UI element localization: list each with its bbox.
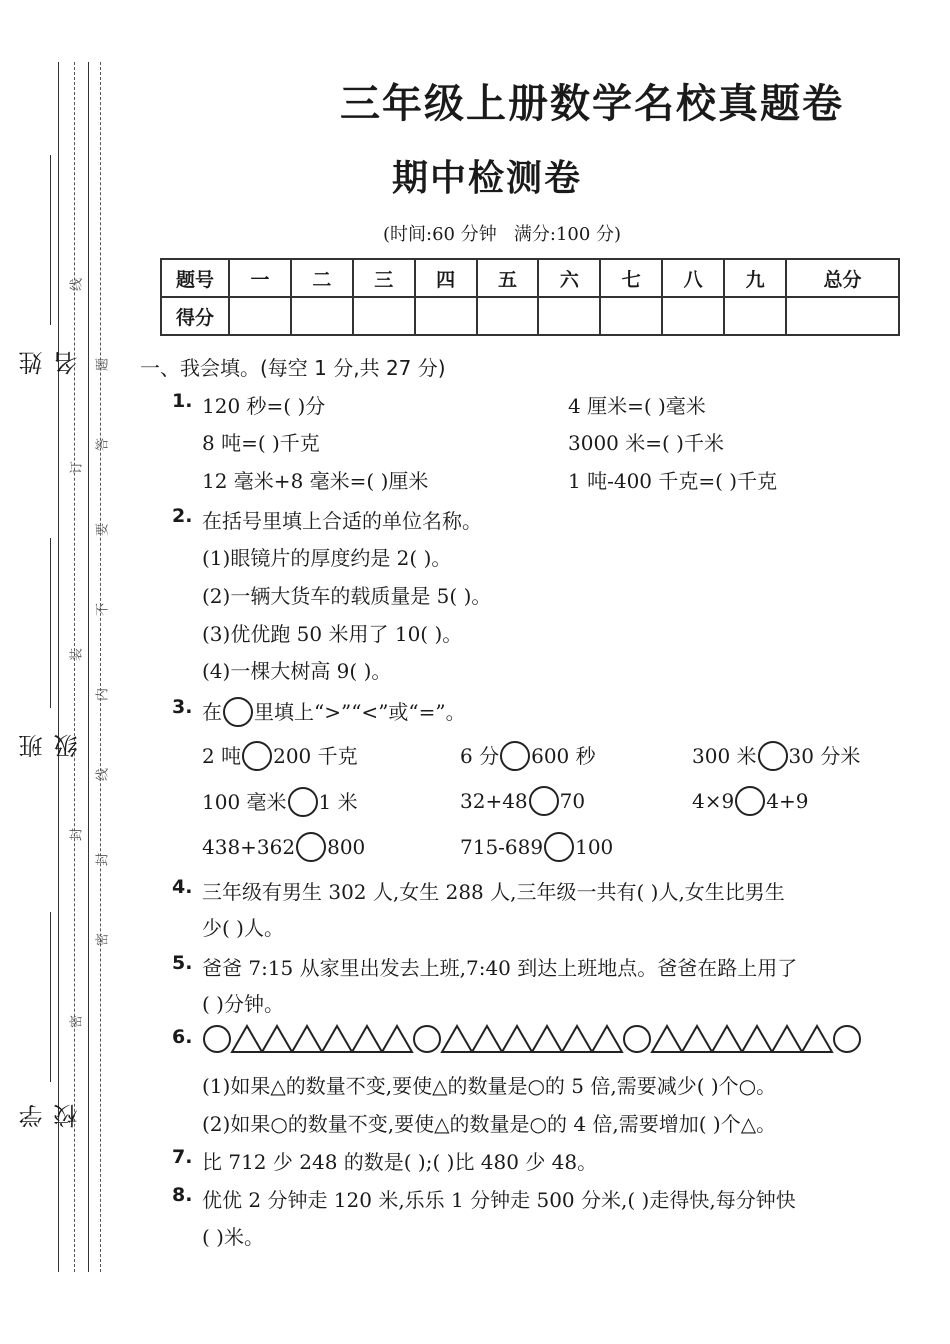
compare-right: 1 米 bbox=[318, 790, 358, 814]
q2-sub: (2)一辆大货车的载质量是 5( )。 bbox=[202, 584, 492, 608]
q3-compare bbox=[460, 832, 613, 862]
shape-triangle bbox=[232, 1026, 262, 1052]
shape-triangle bbox=[802, 1026, 832, 1052]
score-cell[interactable] bbox=[786, 297, 899, 335]
score-col: 九 bbox=[724, 259, 786, 297]
score-row-label: 得分 bbox=[161, 297, 229, 335]
score-header-label: 题号 bbox=[161, 259, 229, 297]
q5-text: 爸爸 7:15 从家里出发去上班,7:40 到达上班地点。爸爸在路上用了 bbox=[202, 956, 798, 980]
q1-item: 12 毫米+8 毫米=( )厘米 bbox=[202, 469, 429, 493]
answer-circle[interactable] bbox=[544, 832, 574, 862]
score-col: 三 bbox=[353, 259, 415, 297]
shape-triangle bbox=[532, 1026, 562, 1052]
shape-triangle bbox=[772, 1026, 802, 1052]
seal-char: 封 bbox=[69, 828, 85, 842]
class-blank[interactable] bbox=[50, 538, 51, 708]
seal-char: 线 bbox=[69, 278, 85, 292]
score-cell[interactable] bbox=[415, 297, 477, 335]
q3-compare bbox=[202, 786, 358, 817]
seal-char: 答 bbox=[95, 438, 111, 452]
score-cell[interactable] bbox=[538, 297, 600, 335]
q1-item: 120 秒=( )分 bbox=[202, 394, 326, 418]
compare-right: 600 秒 bbox=[531, 744, 596, 768]
answer-circle[interactable] bbox=[758, 741, 788, 771]
compare-right: 70 bbox=[559, 789, 586, 813]
question-number: 1. bbox=[172, 390, 193, 412]
question-number: 8. bbox=[172, 1184, 193, 1206]
score-header-row bbox=[161, 259, 899, 297]
answer-circle[interactable] bbox=[500, 741, 530, 771]
seal-char: 密 bbox=[95, 933, 111, 947]
shape-triangle bbox=[592, 1026, 622, 1052]
q4-text: 三年级有男生 302 人,女生 288 人,三年级一共有( )人,女生比男生 bbox=[202, 880, 785, 904]
compare-left: 4×9 bbox=[692, 789, 735, 813]
q3-compare bbox=[460, 786, 585, 816]
shape-triangle bbox=[562, 1026, 592, 1052]
shape-triangle bbox=[742, 1026, 772, 1052]
q7-text: 比 712 少 248 的数是( );( )比 480 少 48。 bbox=[202, 1150, 598, 1174]
question-number: 7. bbox=[172, 1146, 193, 1168]
compare-left: 300 米 bbox=[692, 744, 757, 768]
seal-char: 要 bbox=[95, 523, 111, 537]
q1-item: 4 厘米=( )毫米 bbox=[568, 394, 706, 418]
q3-compare bbox=[692, 740, 860, 771]
compare-left: 6 分 bbox=[460, 744, 500, 768]
score-cell[interactable] bbox=[662, 297, 724, 335]
shape-sequence bbox=[202, 1022, 862, 1056]
seal-char: 封 bbox=[95, 853, 111, 867]
name-label: 姓名 bbox=[19, 347, 82, 375]
shape-triangle bbox=[322, 1026, 352, 1052]
q3-compare bbox=[692, 786, 808, 816]
shape-triangle bbox=[652, 1026, 682, 1052]
q3-compare bbox=[202, 740, 358, 771]
seal-char: 内 bbox=[95, 688, 111, 702]
compare-left: 715-689 bbox=[460, 835, 544, 859]
score-cell[interactable] bbox=[600, 297, 662, 335]
shape-triangle bbox=[292, 1026, 322, 1052]
q6-sub: (1)如果△的数量不变,要使△的数量是○的 5 倍,需要减少( )个○。 bbox=[202, 1074, 777, 1098]
school-label: 学校 bbox=[19, 1100, 82, 1128]
page-title: 三年级上册数学名校真题卷 bbox=[340, 81, 844, 127]
score-col: 六 bbox=[538, 259, 600, 297]
name-blank[interactable] bbox=[50, 155, 51, 325]
shape-triangle bbox=[502, 1026, 532, 1052]
score-col: 二 bbox=[291, 259, 353, 297]
question-number: 4. bbox=[172, 876, 193, 898]
q8-text: 优优 2 分钟走 120 米,乐乐 1 分钟走 500 分米,( )走得快,每分钟快 bbox=[202, 1188, 796, 1212]
page-subtitle: 期中检测卷 bbox=[392, 158, 583, 199]
seal-char: 线 bbox=[95, 768, 111, 782]
q2-sub: (3)优优跑 50 米用了 10( )。 bbox=[202, 622, 463, 646]
shape-triangle bbox=[472, 1026, 502, 1052]
score-col: 五 bbox=[477, 259, 539, 297]
shape-circle bbox=[414, 1026, 440, 1052]
score-cell[interactable] bbox=[353, 297, 415, 335]
seal-char: 不 bbox=[95, 603, 111, 617]
answer-circle[interactable] bbox=[735, 786, 765, 816]
compare-right: 30 分米 bbox=[788, 744, 861, 768]
shape-triangle bbox=[712, 1026, 742, 1052]
answer-circle[interactable] bbox=[288, 787, 318, 817]
shape-triangle bbox=[352, 1026, 382, 1052]
q3-stem-b: 里填上“>”“<”或“=”。 bbox=[254, 700, 466, 724]
q3-stem bbox=[202, 696, 466, 727]
score-col: 七 bbox=[600, 259, 662, 297]
seal-char: 订 bbox=[69, 461, 85, 475]
shape-triangle bbox=[682, 1026, 712, 1052]
q8-text: ( )米。 bbox=[202, 1225, 264, 1249]
q3-compare bbox=[202, 832, 365, 862]
seal-char: 题 bbox=[95, 358, 111, 372]
score-col-total: 总分 bbox=[786, 259, 899, 297]
section-heading: 一、我会填。(每空 1 分,共 27 分) bbox=[140, 356, 446, 380]
shape-triangle bbox=[262, 1026, 292, 1052]
exam-meta: (时间:60 分钟 满分:100 分) bbox=[383, 224, 622, 245]
question-number: 5. bbox=[172, 952, 193, 974]
q1-item: 8 吨=( )千克 bbox=[202, 431, 320, 455]
circle-icon bbox=[223, 697, 253, 727]
q5-text: ( )分钟。 bbox=[202, 992, 284, 1016]
answer-circle[interactable] bbox=[529, 786, 559, 816]
score-cell[interactable] bbox=[229, 297, 291, 335]
score-col: 八 bbox=[662, 259, 724, 297]
q4-text: 少( )人。 bbox=[202, 916, 284, 940]
score-col: 一 bbox=[229, 259, 291, 297]
question-number: 2. bbox=[172, 505, 193, 527]
score-cell[interactable] bbox=[724, 297, 786, 335]
q2-stem: 在括号里填上合适的单位名称。 bbox=[202, 509, 482, 533]
q2-sub: (1)眼镜片的厚度约是 2( )。 bbox=[202, 546, 452, 570]
question-number: 3. bbox=[172, 696, 193, 718]
q3-compare bbox=[460, 740, 596, 771]
shape-circle bbox=[834, 1026, 860, 1052]
answer-circle[interactable] bbox=[242, 741, 272, 771]
q6-sub: (2)如果○的数量不变,要使△的数量是○的 4 倍,需要增加( )个△。 bbox=[202, 1112, 777, 1136]
score-table bbox=[160, 258, 900, 336]
compare-right: 800 bbox=[327, 835, 366, 859]
shape-circle bbox=[624, 1026, 650, 1052]
school-blank[interactable] bbox=[50, 912, 51, 1082]
score-cell[interactable] bbox=[291, 297, 353, 335]
score-cell[interactable] bbox=[477, 297, 539, 335]
margin-rule-mid bbox=[88, 62, 89, 1272]
compare-left: 32+48 bbox=[460, 789, 528, 813]
seal-char: 装 bbox=[69, 648, 85, 662]
answer-circle[interactable] bbox=[296, 832, 326, 862]
compare-left: 100 毫米 bbox=[202, 790, 287, 814]
score-value-row bbox=[161, 297, 899, 335]
score-col: 四 bbox=[415, 259, 477, 297]
compare-right: 200 千克 bbox=[273, 744, 358, 768]
q2-sub: (4)一棵大树高 9( )。 bbox=[202, 659, 392, 683]
class-label: 班级 bbox=[19, 730, 82, 758]
seal-char: 密 bbox=[69, 1015, 85, 1029]
compare-right: 100 bbox=[575, 835, 614, 859]
compare-right: 4+9 bbox=[766, 789, 809, 813]
shape-triangle bbox=[442, 1026, 472, 1052]
q1-item: 1 吨-400 千克=( )千克 bbox=[568, 469, 778, 493]
margin-rule-dashed-right bbox=[100, 62, 101, 1272]
shape-triangle bbox=[382, 1026, 412, 1052]
q3-stem-a: 在 bbox=[202, 700, 222, 724]
compare-left: 2 吨 bbox=[202, 744, 242, 768]
compare-left: 438+362 bbox=[202, 835, 296, 859]
q1-item: 3000 米=( )千米 bbox=[568, 431, 724, 455]
shape-circle bbox=[204, 1026, 230, 1052]
question-number: 6. bbox=[172, 1026, 193, 1048]
